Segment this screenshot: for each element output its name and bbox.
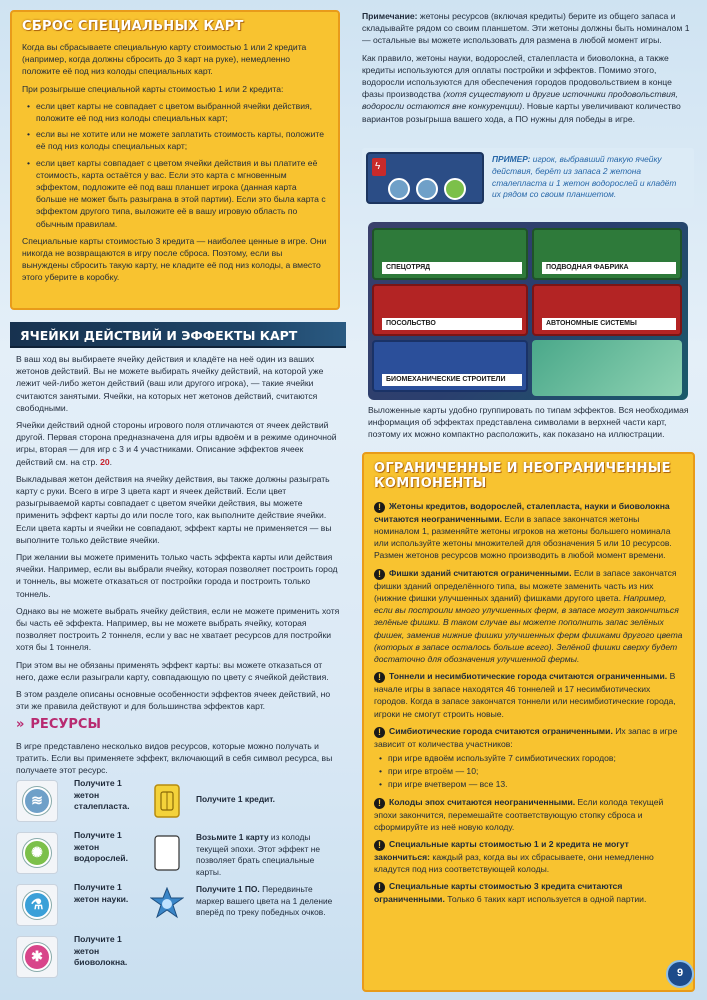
discard-bullet: • если цвет карты не совпадает с цветом выбранной ячейки действия, положите её под низ колоды специальных карт; <box>22 100 328 124</box>
resources-heading <box>16 716 101 734</box>
cells-p5: Однако вы не можете выбрать ячейку действия, если не можете применить хотя бы часть её эффекта. Например, вы не можете выбрать ячейку, которая позволяет построить 2 тоннеля, если у вас не хватает ресурсов для постройки хотя бы 1 тоннеля. <box>16 605 340 653</box>
card-title: АВТОНОМНЫЕ СИСТЕМЫ <box>542 318 676 330</box>
example-text: ПРИМЕР: игрок, выбравший такую ячейку действия, берёт из запаса 2 жетона сталепласта и 1 жетон водорослей и кладёт их рядом со своим планшетом. <box>492 154 677 200</box>
limits-section: ! Фишки зданий считаются ограниченными. Если в запасе закончатся фишки зданий определённого типа, вы можете заменить часть из них (нижние фишки улучшенных зданий) фишками другого цвета. Например, если вы построили много улучшенных ферм, в запасе могут закончиться зелёные фишки. В таком случае вы можете пополнить запас зелёных фишек, заменив нижние фишки улучшенных ферм фишками другого цвета (которых в запасе осталось больше всего). Зелёной фишки сверху будет достаточно для обозначения улучшенной фермы. <box>374 567 683 664</box>
warning-icon: ! <box>374 502 385 513</box>
cells-p4: При желании вы можете применить только часть эффекта карты или действия ячейки. Например, если вы выбрали ячейку, которая позволяет построить город и тоннель, вы можете отказаться от постройки города и построить только тоннель. <box>16 552 338 599</box>
warning-icon: ! <box>374 882 385 893</box>
page-number: 9 <box>676 967 684 980</box>
limits-section: ! Специальные карты стоимостью 3 кредита считаются ограниченными. Только 6 таких карт используется в одной партии. <box>374 881 647 905</box>
card-icon <box>150 834 184 872</box>
resources-title: РЕСУРСЫ <box>30 717 101 732</box>
card-podvodnaya-fabrika <box>532 228 682 280</box>
cards-illustration <box>368 222 688 400</box>
discard-bullet: • если цвет карты совпадает с цветом ячейки действия и вы платите её стоимость, карта остаётся у вас. Если это карта с мгновенным эффектом, подложите её под ваш планшет игрока (данная карта больше не может быть разыграна в этой партии). Если это была карта с эффектом другого типа, выложите её в вашу игровую область по обычным правилам. <box>22 157 328 230</box>
card-title: СПЕЦОТРЯД <box>382 262 522 274</box>
lightning-icon: ϟ <box>375 161 381 172</box>
limits-section: ! Жетоны кредитов, водорослей, сталепласта, науки и биоволокна считаются неограниченными. Если в запасе закончатся жетоны номиналом 1, разменяйте жетоны игроков на жетоны большего номинала или используйте жетоны множителей для обозначения 5 или 10 ресурсов. Размен жетонов ресурсов можно производить в любой момент времени. <box>374 500 672 561</box>
warning-icon: ! <box>374 798 385 809</box>
steelplast-icon <box>416 178 438 200</box>
steelplast-icon: ≋ <box>16 780 58 822</box>
limits-city-list: • при игре вдвоём используйте 7 симбиотических городов; • при игре втроём — 10; • при игре вчетвером — все 13. <box>374 752 683 791</box>
discard-title: СБРОС СПЕЦИАЛЬНЫХ КАРТ <box>22 19 244 34</box>
cells-body <box>16 353 342 717</box>
discard-p3: Специальные карты стоимостью 3 кредита — наиболее ценные в игре. Они никогда не возвращаются в игру после сброса. Поэтому, если вы вынуждены сбросить такую карту, не кладите её под низ колоды, а вместо этого уберите в коробку. <box>22 235 327 283</box>
steelplast-icon <box>388 178 410 200</box>
cells-p2: Ячейки действий одной стороны игрового поля отличаются от ячеек действий другой. Первая сторона предназначена для игры вдвоём и в режиме одиночной игры, вторая — для игр с 3 и 4 участниками. Описание эффектов ячеек действий см. на стр. 20. <box>16 420 337 467</box>
biofiber-icon: ✱ <box>16 936 58 978</box>
resource-row: ⚗ Получите 1 жетон науки. Получите 1 ПО. Передвиньте маркер вашего цвета на 1 деление вперёд по треку победных очков. <box>16 878 340 930</box>
chevron-right-icon: » <box>16 717 25 732</box>
resource-row: ✱ Получите 1 жетон биоволокна. <box>16 930 340 982</box>
discard-p2: При розыгрыше специальной карты стоимостью 1 или 2 кредита: <box>22 83 284 94</box>
note-p1: Примечание: жетоны ресурсов (включая кредиты) берите из общего запаса и складывайте рядом со своим планшетом. Эти жетоны должны быть номиналом 1 — остальные вы можете использовать для размена в любой момент игры. <box>362 11 690 46</box>
warning-icon: ! <box>374 840 385 851</box>
note-block <box>362 10 692 130</box>
limits-section: ! Симбиотические города считаются ограниченными. Их запас в игре зависит от количества участников: • при игре вдвоём используйте 7 симбиотических городов; • при игре втроём — 10; • при игре вчетвером — все 13. <box>374 725 683 791</box>
limits-title: ОГРАНИЧЕННЫЕ И НЕОГРАНИЧЕННЫЕ КОМПОНЕНТЫ <box>374 461 671 491</box>
algae-icon <box>444 178 466 200</box>
credit-chip-icon <box>150 782 184 820</box>
cells-p3: Выкладывая жетон действия на ячейку действия, вы также должны разыграть карту с руки. Всего в игре 3 цвета карт и ячеек действий. Если цвет разыгрываемой карты совпадает с цветом ячейки действия, вы можете применить эффект карты до или после того, как выполните действие ячейки. Если цвета карты и ячейки не совпадают, эффект карты не применяется — вы выполните только действие ячейки. <box>16 473 332 545</box>
cells-title: ЯЧЕЙКИ ДЕЙСТВИЙ И ЭФФЕКТЫ КАРТ <box>20 328 298 343</box>
cards-caption: Выложенные карты удобно группировать по типам эффектов. Вся необходимая информация об эффектах представлена символами в верхней части карт, поэтому их можно компактно расположить, как показано на иллюстрации. <box>368 405 689 440</box>
cells-header <box>10 322 346 348</box>
discard-bullets <box>22 100 328 230</box>
warning-icon: ! <box>374 727 385 738</box>
note-p2: Как правило, жетоны науки, водорослей, сталепласта и биоволокна, а также кредиты используются для оплаты постройки и эффектов. Помимо этого, водоросли используются для обеспечения городов продовольствием в конце фазы производства (хотя существуют и другие источники продовольствия, водоросли остаются вне конкуренции). Новые карты увеличивают количество вариантов розыгрыша вашего хода, а ПО нужны для победы в игре. <box>362 52 681 124</box>
science-icon: ⚗ <box>16 884 58 926</box>
card-avtonomnye <box>532 284 682 336</box>
cells-p6: При этом вы не обязаны применять эффект карты: вы можете отказаться от него, даже если разыграли карту, совпадающую по цвету с ячейкой действия. <box>16 659 329 682</box>
resources-intro: В игре представлено несколько видов ресурсов, которые можно получать и тратить. Если вы применяете эффект, включающий в себя символ ресурса, вы получаете этот ресурс. <box>16 741 333 776</box>
board-illustration <box>532 340 682 396</box>
victory-point-icon <box>150 886 184 924</box>
limits-panel <box>362 452 695 992</box>
card-spetsotryad <box>372 228 528 280</box>
discard-bullet: • если вы не хотите или не можете заплатить стоимость карты, положите её под низ колоды специальных карт; <box>22 128 328 152</box>
example-box <box>362 148 694 208</box>
cells-p1: В ваш ход вы выбираете ячейку действия и кладёте на неё один из ваших жетонов действий. Вы не можете выбирать ячейку действий, на которой уже лежит чей-либо жетон действий (ваш или другого игрока), — такие ячейки считаются занятыми. Ячейки, на которых нет жетонов действий, считаются свободными. <box>16 354 324 413</box>
limits-section: ! Специальные карты стоимостью 1 и 2 кредита не могут закончиться: каждый раз, когда вы их сбрасываете, они немедленно кладутся под низ соответствующей колоды. <box>374 838 654 875</box>
warning-icon: ! <box>374 672 385 683</box>
resource-row: ≋ Получите 1 жетон сталепласта. Получите 1 кредит. <box>16 774 340 826</box>
limits-section: ! Тоннели и несимбиотические города считаются ограниченными. В начале игры в запасе находятся 46 тоннелей и 17 несимбиотических городов. Когда в запасе закончатся тоннели или несимбиотические города, игроки не смогут строить новые. <box>374 671 676 719</box>
page-number-badge <box>666 960 694 988</box>
page-ref[interactable]: 20 <box>100 456 110 467</box>
cells-p7: В этом разделе описаны основные особенности эффектов ячеек действий, но эти же правила действуют и для большинства эффектов карт. <box>16 689 331 712</box>
card-title: ПОДВОДНАЯ ФАБРИКА <box>542 262 676 274</box>
discard-panel <box>10 10 340 310</box>
card-title: ПОСОЛЬСТВО <box>382 318 522 330</box>
action-cell-illustration <box>366 152 484 204</box>
card-biomech <box>372 340 528 392</box>
resource-row: ✺ Получите 1 жетон водорослей. Возьмите 1 карту из колоды текущей эпохи. Этот эффект не позволяет брать специальные карты. <box>16 826 340 878</box>
discard-p1: Когда вы сбрасываете специальную карту стоимостью 1 или 2 кредита (например, когда должны сбросить до 3 карт на руке), немедленно положите её под низ колоды специальных карт. <box>22 41 307 77</box>
warning-icon: ! <box>374 569 385 580</box>
algae-icon: ✺ <box>16 832 58 874</box>
limits-section: ! Колоды эпох считаются неограниченными. Если колода текущей эпохи закончится, перемешайте соответствующую стопку сброса и сформируйте из неё новую колоду. <box>374 796 664 832</box>
card-title: БИОМЕХАНИЧЕСКИЕ СТРОИТЕЛИ <box>382 374 522 386</box>
card-posolstvo <box>372 284 528 336</box>
